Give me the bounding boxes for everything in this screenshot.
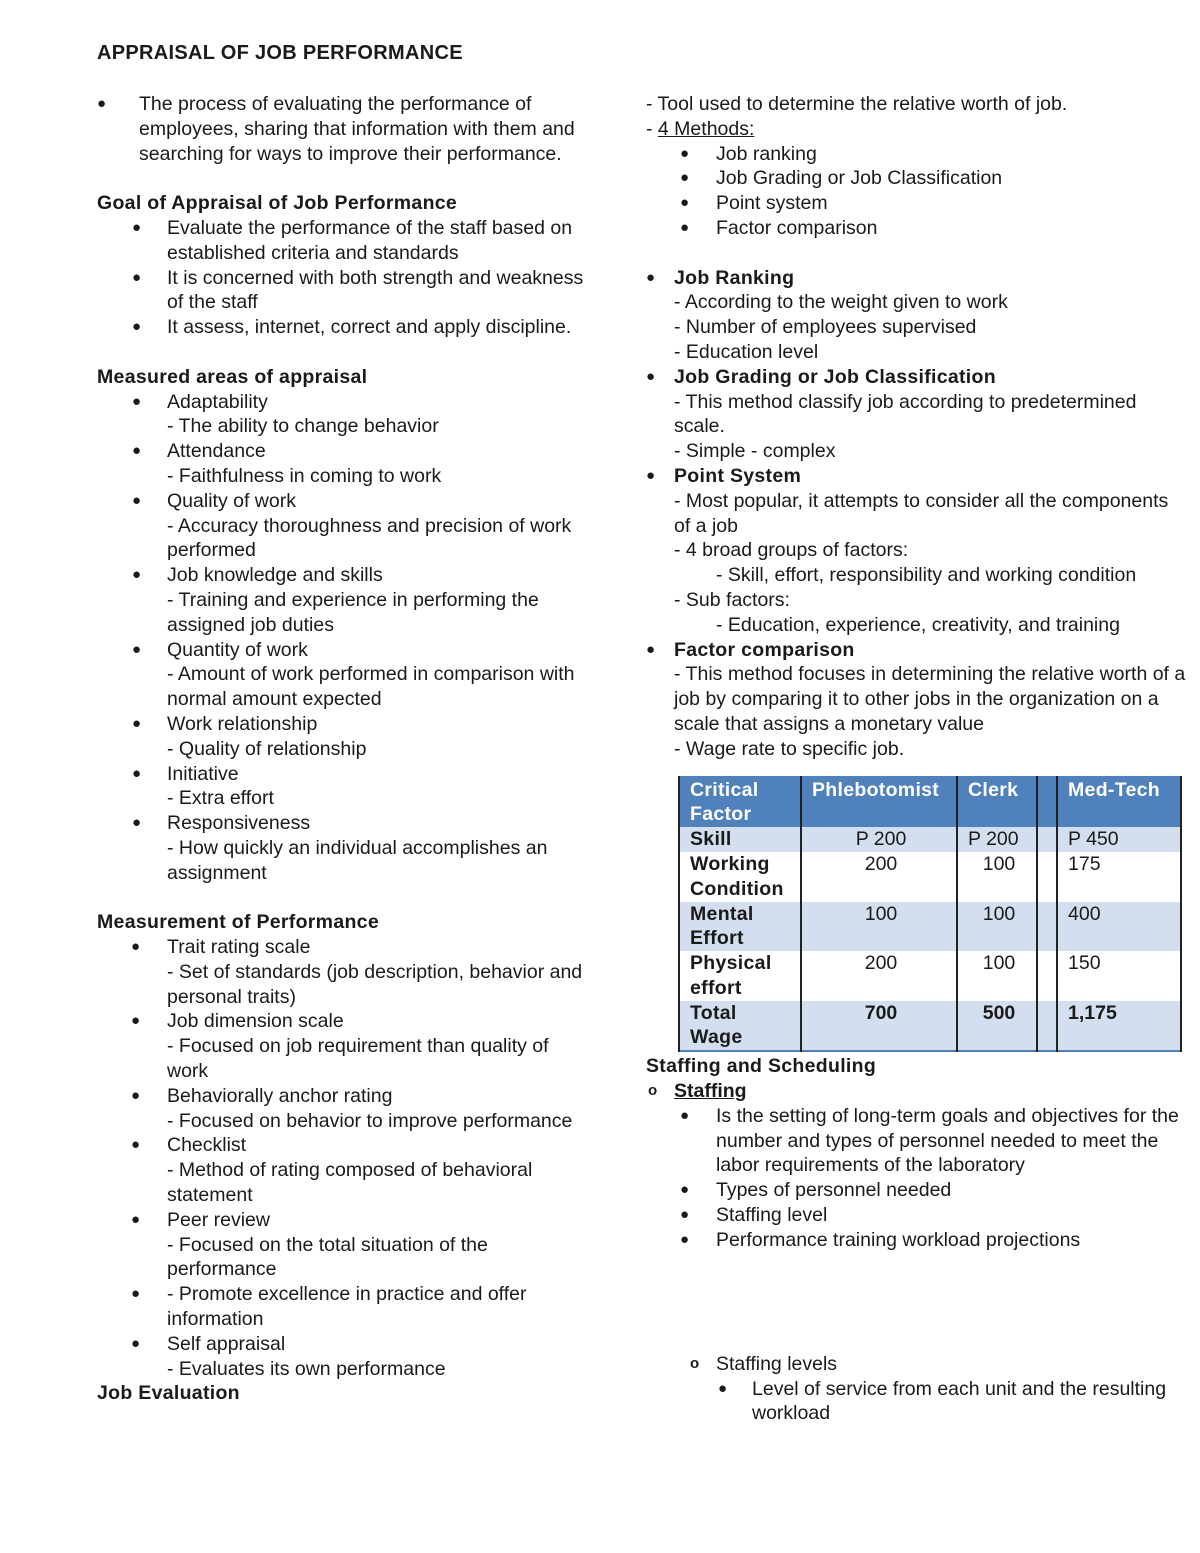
table-cell [1037,902,1057,952]
list-item [646,166,1186,191]
table-cell: Skill [679,827,801,852]
list-item-text: Types of personnel needed [716,1179,952,1202]
right-column [646,92,1186,1426]
bullet-icon: ● [680,144,690,162]
bullet-icon: ● [646,466,656,484]
table-cell: 500 [957,1001,1037,1052]
list-item-desc: - Evaluates its own performance [167,1357,446,1380]
section-job-grading [646,365,1186,464]
text-line: - Sub factors: [674,588,790,611]
bullet-icon: ● [131,1012,141,1030]
list-item-desc: - Method of rating composed of behavioral statement [167,1159,533,1207]
bullet-icon: ● [132,218,142,236]
staffing-subheading [646,1079,1186,1104]
text-line: - Most popular, it attempts to consider all the components of a job [674,489,1169,537]
job-grading-heading: Job Grading or Job Classification [674,365,996,388]
list-item-text: It assess, internet, correct and apply discipline. [167,316,572,339]
list-item [97,1208,587,1282]
point-system-heading: Point System [674,464,802,487]
list-item [646,1104,1186,1178]
table-cell: 100 [801,902,957,952]
text-line: - This method focuses in determining the relative worth of a job by comparing it to other jobs in the organization on a scale that assigns a monetary value [674,663,1186,735]
list-item-desc: - Training and experience in performing the assigned job duties [167,588,539,636]
text-line: - Number of employees supervised [674,316,977,339]
list-item-desc: - Set of standards (job description, behavior and personal traits) [167,960,583,1008]
list-item-text: Staffing level [716,1204,828,1227]
text-line: - 4 broad groups of factors: [674,539,909,562]
list-item [646,216,1186,241]
text-line: - Skill, effort, responsibility and working condition [716,564,1137,587]
list-item [97,439,587,489]
list-item-name: Checklist [167,1134,247,1157]
table-cell: P 200 [957,827,1037,852]
text-line: - Wage rate to specific job. [674,737,905,760]
list-item [97,1133,587,1207]
list-item-name: Peer review [167,1208,270,1231]
text-line: - Simple - complex [674,440,836,463]
table-cell: 150 [1057,951,1181,1001]
page-title: APPRAISAL OF JOB PERFORMANCE [97,42,463,64]
list-item-name: Trait rating scale [167,936,311,959]
list-item-desc: - Focused on behavior to improve performance [167,1109,573,1132]
table-cell: P 200 [801,827,957,852]
bullet-icon: ● [132,442,142,460]
list-item-name: - Promote excellence in practice and offer information [167,1283,527,1331]
list-item-text: Level of service from each unit and the resulting workload [752,1377,1167,1425]
bullet-icon: ● [132,268,142,286]
tool-line: - Tool used to determine the relative worth of job. [646,93,1068,115]
list-item [646,1203,1186,1228]
table-cell: 200 [801,852,957,902]
bullet-icon: ● [131,1285,141,1303]
bullet-icon: ● [131,1086,141,1104]
table-header [1037,777,1057,828]
table-cell: 200 [801,951,957,1001]
list-item-name: Work relationship [167,712,318,735]
list-item-name: Adaptability [167,390,268,413]
list-item [97,762,587,812]
list-item-text: Performance training workload projections [716,1228,1081,1251]
bullet-icon: ● [132,814,142,832]
list-item [97,1282,587,1332]
bullet-icon: ● [131,1334,141,1352]
left-column [97,92,587,1406]
factor-comparison-heading: Factor comparison [674,638,855,661]
section-factor-comparison [646,638,1186,762]
bullet-icon: ● [646,367,656,385]
table-cell: Physical effort [679,951,801,1001]
bullet-icon: ● [132,714,142,732]
table-row [679,951,1181,1001]
list-item [646,1178,1186,1203]
methods-prefix: - [646,117,658,140]
bullet-icon: ● [132,640,142,658]
list-item-text: Evaluate the performance of the staff based on established criteria and standards [167,216,573,264]
bullet-icon: ● [646,268,656,286]
bullet-icon: ● [131,1210,141,1228]
list-item-name: Responsiveness [167,812,311,835]
list-item [97,1084,587,1134]
bullet-icon: ● [680,194,690,212]
table-header: Phlebotomist [801,777,957,828]
list-item [97,315,587,340]
job-evaluation-heading: Job Evaluation [97,1382,240,1405]
table-cell: Mental Effort [679,902,801,952]
table-cell [1037,951,1057,1001]
list-item-name: Initiative [167,762,239,785]
table-cell: Total Wage [679,1001,801,1052]
list-item-desc: - The ability to change behavior [167,415,439,438]
staffing-levels-label: Staffing levels [716,1352,838,1375]
list-item [97,266,587,316]
bullet-icon: ● [132,318,142,336]
text-line: - Education level [674,340,819,363]
table-cell [1037,827,1057,852]
list-item [646,1377,1186,1427]
intro-item [97,92,587,166]
areas-heading: Measured areas of appraisal [97,365,368,388]
o-bullet-icon: o [690,1354,700,1372]
job-ranking-heading: Job Ranking [674,266,795,289]
list-item-desc: - Quality of relationship [167,737,367,760]
list-item [97,1332,587,1382]
text-line: - According to the weight given to work [674,291,1008,314]
bullet-icon: ● [680,1230,690,1248]
list-item [646,191,1186,216]
list-item [97,638,587,712]
text-line: - Education, experience, creativity, and training [716,613,1120,636]
methods-label: 4 Methods: [657,117,755,140]
list-item-name: Quality of work [167,489,296,512]
table-header: Med-Tech [1057,777,1181,828]
o-bullet-icon: o [648,1082,658,1100]
list-item-text: Job Grading or Job Classification [716,167,1003,190]
bullet-icon: ● [132,566,142,584]
bullet-icon: ● [132,392,142,410]
table-cell [1037,1001,1057,1052]
bullet-icon: ● [680,1181,690,1199]
list-item-text: Factor comparison [716,216,878,239]
bullet-icon: ● [132,764,142,782]
list-item [97,1009,587,1083]
list-item [646,1228,1186,1253]
table-cell: 100 [957,852,1037,902]
list-item-text: Point system [716,192,828,215]
table-header: Critical Factor [679,777,801,828]
table-cell: 400 [1057,902,1181,952]
list-item [97,390,587,440]
table-cell: 175 [1057,852,1181,902]
factor-comparison-table [678,776,1182,1053]
list-item-desc: - How quickly an individual accomplishes an assignment [167,836,548,884]
methods-line [646,117,1186,142]
bullet-icon: ● [718,1379,728,1397]
list-item [97,935,587,1009]
text-line: - This method classify job according to predetermined scale. [674,390,1137,438]
bullet-icon: ● [97,95,107,112]
table-cell: 1,175 [1057,1001,1181,1052]
list-item [97,216,587,266]
table-header-row [679,777,1181,828]
bullet-icon: ● [646,640,656,658]
bullet-icon: ● [680,1106,690,1124]
table-row [679,1001,1181,1052]
list-item-desc: - Extra effort [167,787,274,810]
list-item-name: Self appraisal [167,1332,286,1355]
bullet-icon: ● [131,938,141,956]
list-item-text: Job ranking [716,142,817,165]
measurement-heading: Measurement of Performance [97,911,379,934]
list-item [646,142,1186,167]
bullet-icon: ● [131,1136,141,1154]
list-item [97,811,587,885]
table-header: Clerk [957,777,1037,828]
list-item-name: Attendance [167,440,266,463]
table-cell: Working Condition [679,852,801,902]
list-item-name: Behaviorally anchor rating [167,1084,393,1107]
list-item [97,563,587,637]
staffing-sub-label: Staffing [674,1080,747,1103]
list-item [97,489,587,563]
list-item-name: Job knowledge and skills [167,564,383,587]
bullet-icon: ● [132,491,142,509]
table-cell: P 450 [1057,827,1181,852]
table-cell [1037,852,1057,902]
list-item-desc: - Amount of work performed in comparison with normal amount expected [167,663,575,711]
table-row [679,852,1181,902]
list-item-desc: - Focused on the total situation of the performance [167,1233,488,1281]
section-point-system [646,464,1186,638]
intro-text: The process of evaluating the performance of employees, sharing that information with them and searching for ways to improve their performance. [139,93,575,165]
goal-heading: Goal of Appraisal of Job Performance [97,192,458,215]
list-item-text: Is the setting of long-term goals and objectives for the number and types of personnel needed to meet the labor requirements of the laboratory [716,1104,1179,1177]
section-job-ranking [646,266,1186,365]
list-item-name: Quantity of work [167,638,308,661]
staffing-heading: Staffing and Scheduling [646,1055,877,1078]
table-cell: 100 [957,902,1037,952]
list-item-desc: - Accuracy thoroughness and precision of work performed [167,514,572,562]
list-item-text: It is concerned with both strength and weakness of the staff [167,266,584,314]
list-item-desc: - Faithfulness in coming to work [167,464,442,487]
bullet-icon: ● [680,169,690,187]
table-row [679,827,1181,852]
table-row [679,902,1181,952]
table-cell: 700 [801,1001,957,1052]
list-item-name: Job dimension scale [167,1010,344,1033]
bullet-icon: ● [680,218,690,236]
table-cell: 100 [957,951,1037,1001]
list-item [97,712,587,762]
bullet-icon: ● [680,1206,690,1224]
staffing-levels-item [646,1352,1186,1377]
list-item-desc: - Focused on job requirement than quality of work [167,1035,549,1083]
